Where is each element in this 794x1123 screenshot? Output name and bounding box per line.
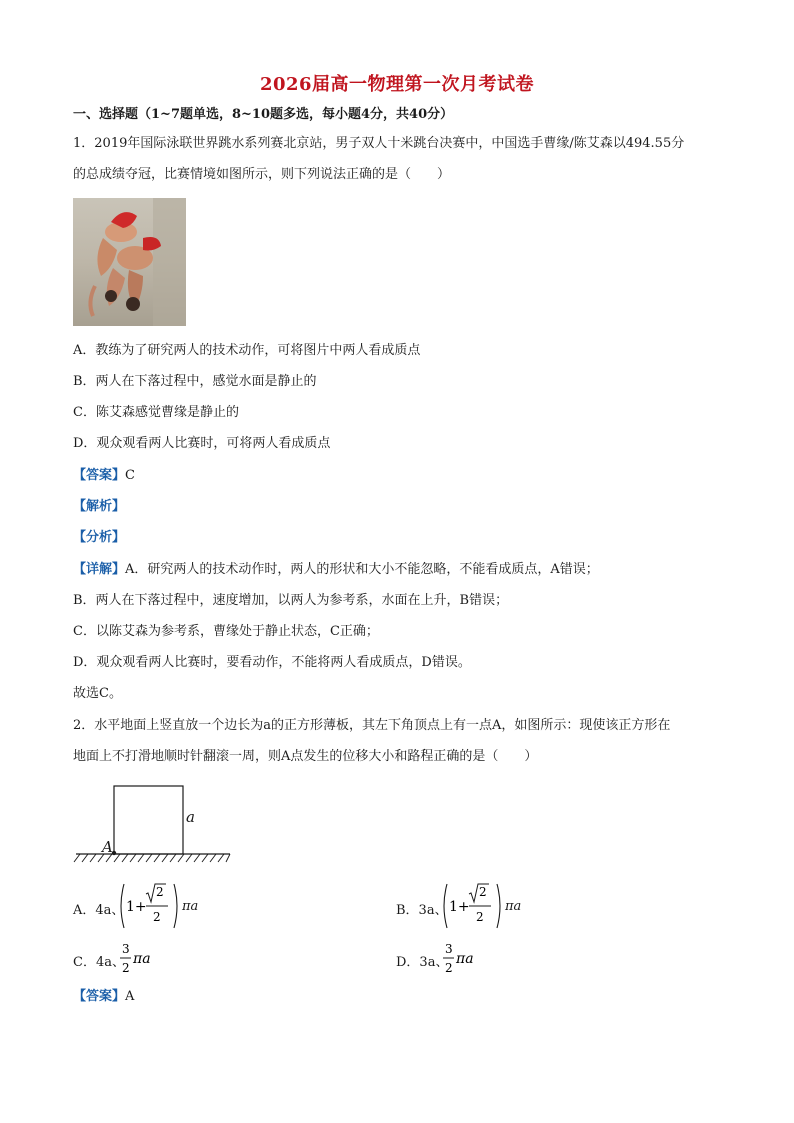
q2-option-d-formula — [443, 939, 479, 979]
svg-text:1+: 1+ — [126, 899, 147, 915]
svg-text:2: 2 — [156, 885, 164, 899]
q2-option-a-prefix: A．4a、 — [73, 903, 125, 918]
q2-option-a-formula — [118, 880, 182, 932]
q1-option-c: C．陈艾森感觉曹缘是静止的 — [73, 405, 239, 420]
section-header: 一、选择题（1~7题单选，8~10题多选，每小题4分，共40分） — [73, 107, 454, 122]
q2-stem-line2: 地面上不打滑地顺时针翻滚一周，则A点发生的位移大小和路程正确的是（ ） — [73, 749, 538, 764]
svg-text:2: 2 — [153, 910, 161, 924]
q2-option-d-prefix: D．3a、 — [396, 955, 449, 970]
q1-stem-line1: 1．2019年国际泳联世界跳水系列赛北京站，男子双人十米跳台决赛中，中国选手曹缘/陈艾森以494.55分 — [73, 136, 685, 151]
svg-text:2: 2 — [445, 961, 453, 975]
q2-option-a-pia: πa — [182, 899, 199, 914]
svg-text:2: 2 — [122, 961, 130, 975]
q1-detail-line4: D．观众观看两人比赛时，要看动作，不能将两人看成质点，D错误。 — [73, 655, 471, 670]
page-title: 2026届高一物理第一次月考试卷 — [259, 74, 535, 95]
q1-detail-line1 — [73, 561, 599, 579]
svg-text:2: 2 — [476, 910, 484, 924]
q2-option-b-formula — [441, 880, 505, 932]
detail-label: 【详解】 — [73, 562, 126, 577]
q1-analysis — [73, 498, 125, 516]
q2-option-c-prefix: C．4a、 — [73, 955, 125, 970]
q2-answer-label: 【答案】 — [73, 989, 126, 1004]
answer-value: C — [125, 468, 135, 483]
q1-conclusion: 故选C。 — [73, 686, 122, 701]
q1-option-b: B．两人在下落过程中，感觉水面是静止的 — [73, 374, 317, 389]
svg-text:πa: πa — [456, 951, 474, 967]
q2-answer-value: A — [125, 989, 135, 1004]
q2-answer — [73, 988, 134, 1006]
answer-label: 【答案】 — [73, 468, 126, 483]
q1-stem-line2: 的总成绩夺冠，比赛情境如图所示，则下列说法正确的是（ ） — [73, 167, 451, 182]
figure-label-point: A — [102, 838, 113, 856]
q2-option-c-formula — [120, 939, 156, 979]
divers-photo — [73, 198, 186, 326]
analysis-label: 【解析】 — [73, 499, 126, 514]
q2-option-b-prefix: B．3a、 — [396, 903, 448, 918]
svg-text:πa: πa — [133, 951, 151, 967]
q1-option-d: D．观众观看两人比赛时，可将两人看成质点 — [73, 436, 331, 451]
square-figure — [72, 780, 242, 870]
svg-text:1+: 1+ — [449, 899, 470, 915]
fenxi-label: 【分析】 — [73, 530, 126, 545]
svg-text:3: 3 — [445, 942, 453, 956]
q1-answer — [73, 467, 135, 485]
q1-option-a: A．教练为了研究两人的技术动作，可将图片中两人看成质点 — [73, 343, 421, 358]
q1-detail-line2: B．两人在下落过程中，速度增加，以两人为参考系，水面在上升，B错误； — [73, 593, 509, 608]
svg-text:2: 2 — [479, 885, 487, 899]
q2-option-b-pia: πa — [505, 899, 522, 914]
figure-label-side: a — [186, 808, 195, 826]
svg-text:3: 3 — [122, 942, 130, 956]
q1-fenxi — [73, 529, 125, 547]
q1-detail-line3: C．以陈艾森为参考系，曹缘处于静止状态，C正确； — [73, 624, 379, 639]
q2-stem-line1: 2．水平地面上竖直放一个边长为a的正方形薄板，其左下角顶点上有一点A，如图所示：现使该正方形在 — [73, 718, 671, 733]
detail-text: A．研究两人的技术动作时，两人的形状和大小不能忽略，不能看成质点，A错误； — [125, 562, 599, 577]
